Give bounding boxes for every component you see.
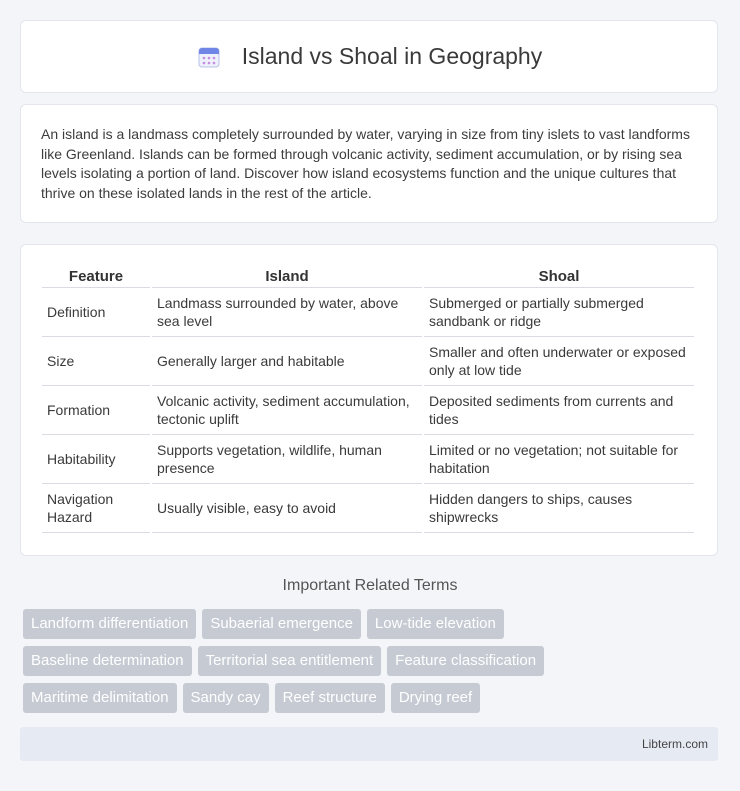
table-cell: Generally larger and habitable	[152, 337, 422, 386]
header-shoal: Shoal	[424, 265, 694, 288]
tag-feature-classification[interactable]: Feature classification	[387, 646, 544, 676]
tag-subaerial-emergence[interactable]: Subaerial emergence	[202, 609, 361, 639]
table-cell: Usually visible, easy to avoid	[152, 484, 422, 533]
table-row	[42, 386, 694, 435]
table-cell: Limited or no vegetation; not suitable for habitation	[424, 435, 694, 484]
table-cell: Navigation Hazard	[42, 484, 150, 533]
table-cell: Landmass surrounded by water, above sea level	[152, 288, 422, 337]
intro-card	[20, 104, 718, 223]
table-cell: Smaller and often underwater or exposed only at low tide	[424, 337, 694, 386]
tag-maritime-delimitation[interactable]: Maritime delimitation	[23, 683, 177, 713]
table-cell: Submerged or partially submerged sandbank or ridge	[424, 288, 694, 337]
tag-row	[23, 646, 723, 676]
tag-low-tide-elevation[interactable]: Low-tide elevation	[367, 609, 504, 639]
calendar-icon	[196, 44, 222, 70]
tag-row	[23, 683, 723, 713]
related-terms-title: Important Related Terms	[282, 577, 458, 594]
table-cell: Formation	[42, 386, 150, 435]
header-island: Island	[152, 265, 422, 288]
table-row	[42, 288, 694, 337]
comparison-card	[20, 244, 718, 556]
table-cell: Supports vegetation, wildlife, human presence	[152, 435, 422, 484]
tag-territorial-sea-entitlement[interactable]: Territorial sea entitlement	[198, 646, 382, 676]
page-title: Island vs Shoal in Geography	[241, 43, 543, 69]
intro-paragraph: An island is a landmass completely surrounded by water, varying in size from tiny islets to vast landforms like Greenland. Islands can be formed through volcanic activity, sediment accumulation, or by rising sea levels isolating a portion of land. Discover how island ecosystems function and the unique cultures that thrive on these isolated lands in the rest of the article.	[41, 126, 690, 201]
header-feature: Feature	[42, 265, 150, 288]
related-terms-list	[23, 609, 723, 720]
tag-landform-differentiation[interactable]: Landform differentiation	[23, 609, 196, 639]
tag-row	[23, 609, 723, 639]
tag-drying-reef[interactable]: Drying reef	[391, 683, 480, 713]
table-cell: Size	[42, 337, 150, 386]
table-cell: Volcanic activity, sediment accumulation, tectonic uplift	[152, 386, 422, 435]
table-row	[42, 435, 694, 484]
comparison-table	[40, 265, 696, 533]
table-header-row	[42, 265, 694, 288]
tag-baseline-determination[interactable]: Baseline determination	[23, 646, 192, 676]
footer	[20, 727, 718, 761]
tag-sandy-cay[interactable]: Sandy cay	[183, 683, 269, 713]
title-card	[20, 20, 718, 93]
tag-reef-structure[interactable]: Reef structure	[275, 683, 385, 713]
table-cell: Habitability	[42, 435, 150, 484]
table-cell: Deposited sediments from currents and tides	[424, 386, 694, 435]
table-cell: Definition	[42, 288, 150, 337]
table-row	[42, 337, 694, 386]
table-cell: Hidden dangers to ships, causes shipwrecks	[424, 484, 694, 533]
table-row	[42, 484, 694, 533]
footer-site-link[interactable]: Libterm.com	[641, 737, 708, 751]
